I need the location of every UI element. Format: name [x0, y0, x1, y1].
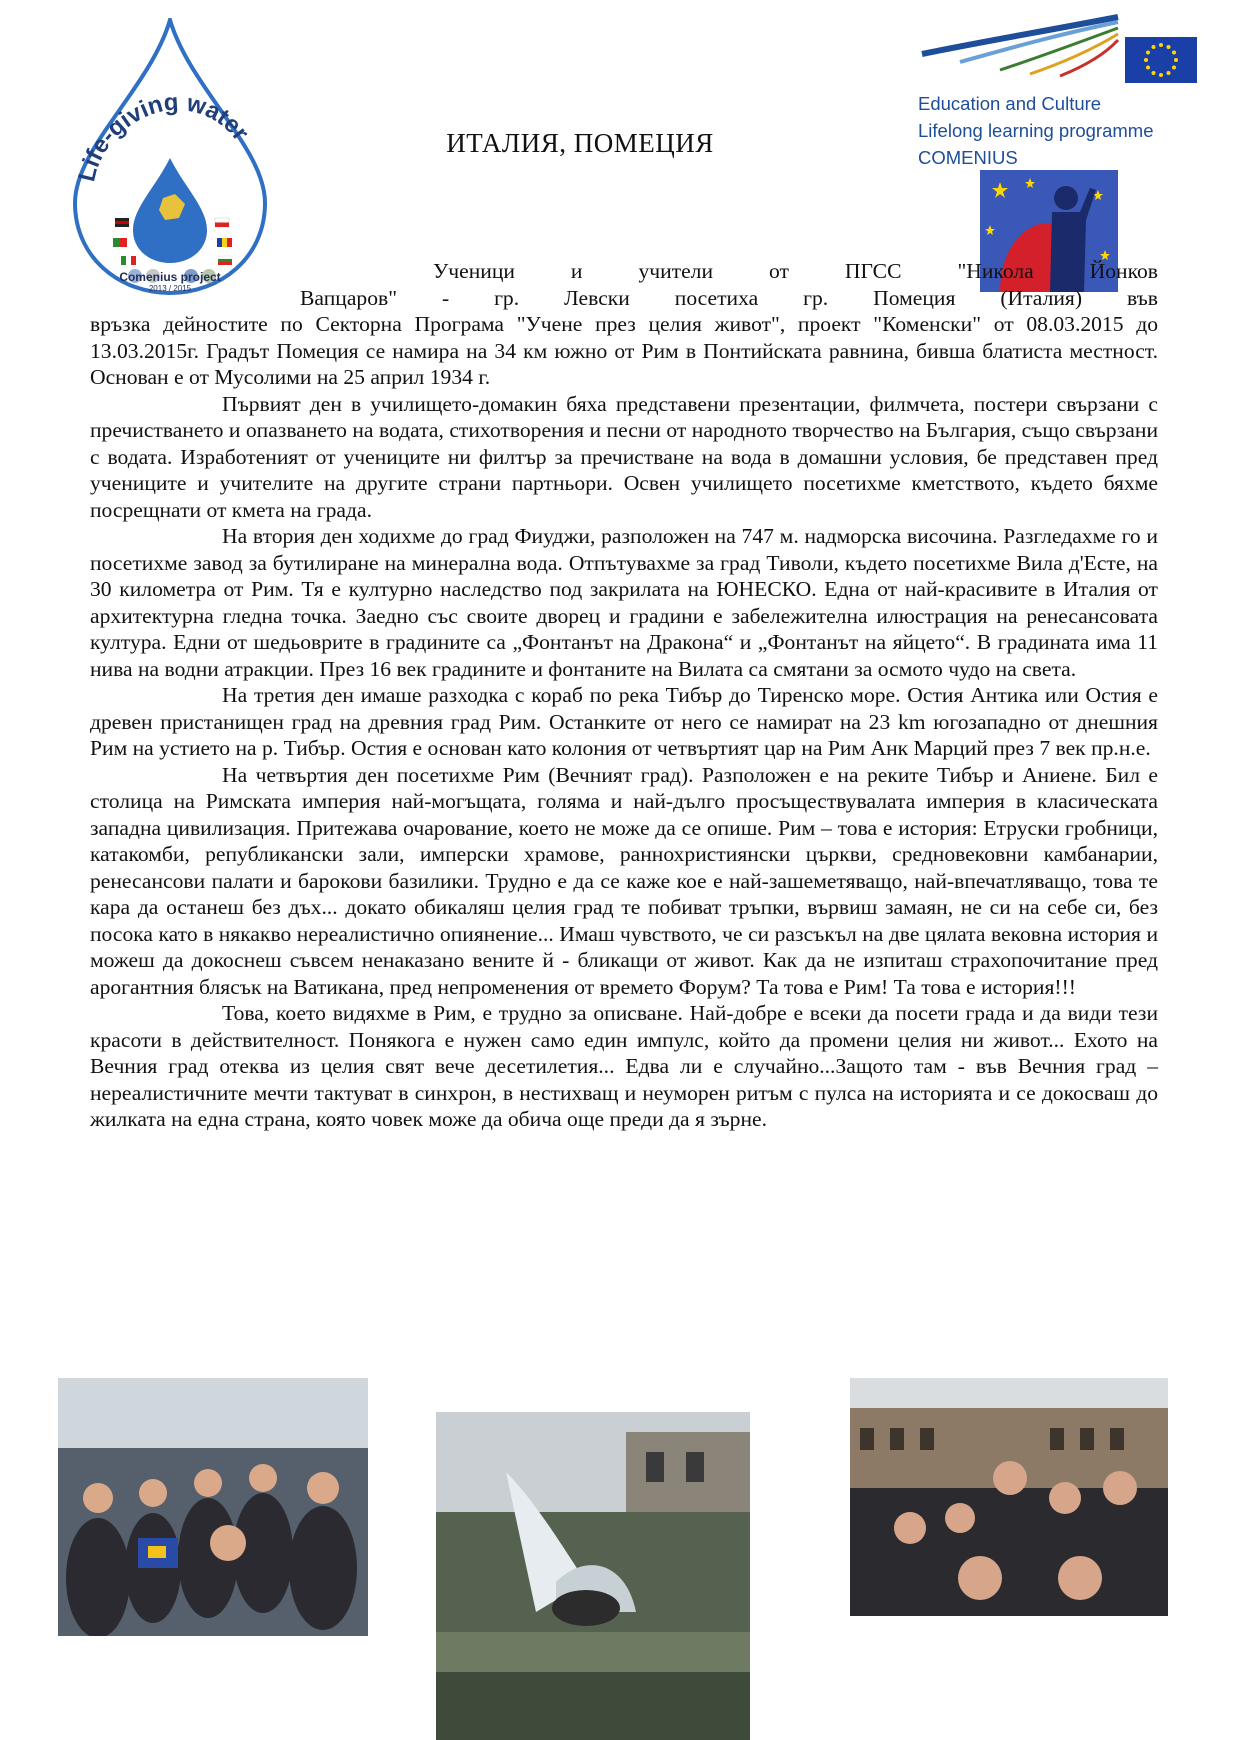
paragraph-day-4: На четвъртия ден посетихме Рим (Вечният град). Разположен е на реките Тибър и Аниене. Бил е столица на Римската империя най-могъщата, голяма и най-дълго просъществувалата империя в класическата западна цивилизация. Притежава очарование, което не може да се опише. Рим – това е история: Етруски гробници, катакомби, републикански зали, имперски храмове, раннохристиянски църкви, средновековни камбанарии, ренесансови палати и барокови базилики. Трудно е да се каже кое е най-зашеметяващо, най-впечатляващо, това те кара да останеш без дъх... докато обикаляш целия град те побиват тръпки, вървиш замаян, не си на себе си, без посока като в някакво нереалистично опиянение... Имаш чувството, че си разсъкъл на две цялата вековна история и можеш да докоснеш съвсем ненаказано вените й - бликащи от живот. Как да не изпиташ страхопочитание пред арогантния блясък на Ватикана, пред непроменения от времето Форум? Та това е Рим! Та това е история!!! — [90, 762, 1158, 999]
paragraph-day-1: Първият ден в училището-домакин бяха представени презентации, филмчета, постери свързани с пречистването и опазването на водата, стихотворения и песни от народното творчество на България, също свързани с водата. Изработеният от учениците ни филтър за пречистване на вода в домашни условия, бе представен пред учениците и учителите на другите страни партньори. Освен училището посетихме кметството, където бяхме посрещнати от кмета на града. — [90, 391, 1158, 522]
eu-flag-icon — [1125, 37, 1197, 83]
paragraph-conclusion: Това, което видяхме в Рим, е трудно за описване. Най-добре е всеки да посети града и да види тези красоти в действителност. Понякога е нужен само един импулс, който да промени целия ни живот... Ехото на Вечния град отеква из целия свят вече десетилетия... Едва ли е случайно...Защото там - във Вечния град – нереалистичните мечти тактуват в синхрон, в нестихващ и неуморен ритъм с пулса на историята и се докосваш до жилката на една страна, която човек може да обича още преди да я зърне. — [90, 1001, 1158, 1131]
paragraph-day-3: На третия ден имаше разходка с кораб по река Тибър до Тиренско море. Остия Антика или Остия е древен пристанищен град на древния град Рим. Останките от него се намират на 23 km югозападно от днешния Рим на устието на р. Тибър. Остия е основан като колония от четвъртият цар на Рим Анк Марций през 7 век пр.н.е. — [90, 683, 1158, 760]
eu-programme-text — [918, 90, 1218, 171]
logo-project-label: Comenius project — [119, 270, 221, 284]
eu-programme-line3: COMENIUS — [918, 147, 1018, 168]
colosseum-selfie-photo — [850, 1378, 1168, 1616]
intro-line-1: Ученици и учители от ПГСС "Никола Йонков — [433, 259, 1158, 283]
intro-paragraph: връзка дейностите по Секторна Програма "Учене през целия живот", проект "Коменски" от 08.03.2015 до 13.03.2015г. Градът Помеция се намира на 34 км южно от Рим в Понтийската равнина, бивша блатиста местност. Основан е от Мусолими на 25 април 1934 г. — [90, 312, 1158, 389]
fountain-photo-tivoli — [436, 1412, 750, 1740]
water-drop-icon — [55, 18, 285, 298]
eu-programme-line2: Lifelong learning programme — [918, 120, 1154, 141]
page-title: ИТАЛИЯ, ПОМЕЦИЯ — [446, 128, 714, 158]
article-body — [90, 258, 1158, 1133]
logo-arc-text: Life-giving water — [73, 88, 255, 185]
lifelong-learning-swoosh-icon — [920, 12, 1120, 77]
logo-years: 2013 / 2015 — [148, 284, 192, 293]
paragraph-day-2: На втория ден ходихме до град Фиуджи, разположен на 747 м. надморска височина. Разгледахме го и посетихме завод за бутилиране на минерална вода. Отпътувахме за град Тиволи, където посетихме Вила д'Есте, на 30 километра от Рим. Тя е културно наследство под закрилата на ЮНЕСКО. Една от най-красивите в Италия от архитектурна гледна точка. Заедно със своите дворец и градини е забележителна илюстрация на ренесансовата култура. Едни от шедьоврите в градините са „Фонтанът на Дракона“ и „Фонтанът на яйцето“. В градината има 11 нива на водни атракции. През 16 век градините и фонтаните на Вилата са смятани за осмото чудо на света. — [90, 524, 1158, 681]
group-photo-rome — [58, 1378, 368, 1636]
life-giving-water-logo — [55, 18, 285, 298]
intro-line-2: Вапцаров" - гр. Левски посетиха гр. Помеция (Италия) във — [300, 285, 1158, 310]
eu-programme-line1: Education and Culture — [918, 93, 1102, 114]
